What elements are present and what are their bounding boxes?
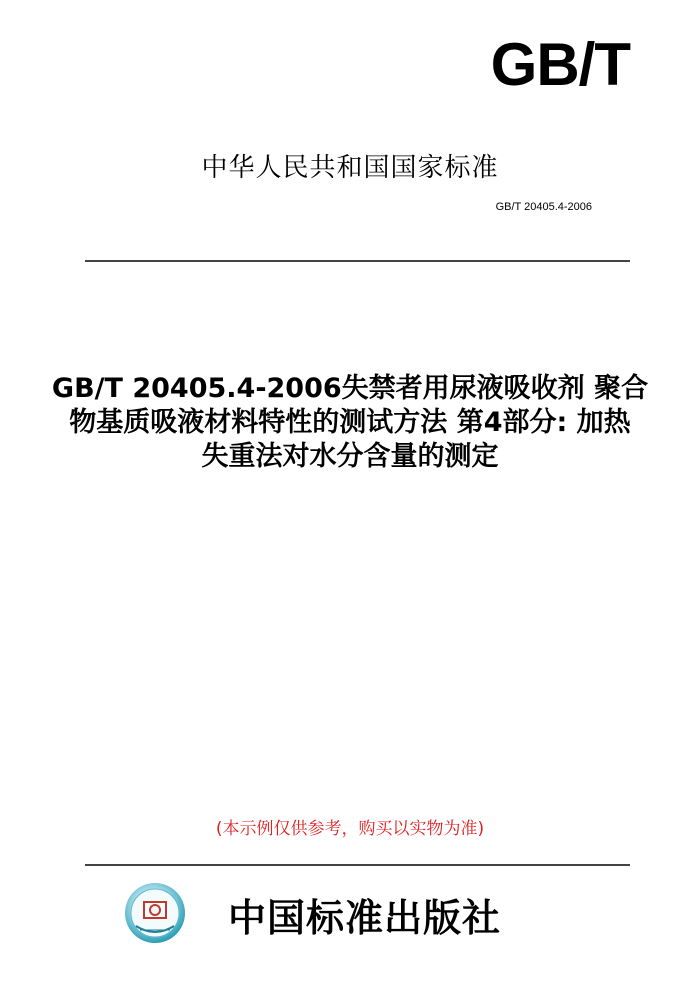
publisher-name: 中国标准出版社 (228, 895, 502, 940)
national-standard-heading: 中华人民共和国国家标准 (201, 153, 499, 183)
standard-code: GB/T 20405.4-2006 (495, 201, 592, 213)
standard-mark: GB/T (490, 31, 630, 98)
bottom-divider (85, 864, 630, 866)
top-divider (85, 260, 630, 262)
title-line-3: 失重法对水分含量的测定 (201, 441, 499, 472)
document-title (20, 372, 680, 474)
title-line-2: 物基质吸液材料特性的测试方法 第4部分: 加热 (69, 407, 631, 438)
publisher-seal-icon (124, 882, 186, 944)
title-line-1: GB/T 20405.4-2006失禁者用尿液吸收剂 聚合 (51, 373, 649, 404)
disclaimer-note: (本示例仅供参考，购买以实物为准) (215, 819, 485, 839)
